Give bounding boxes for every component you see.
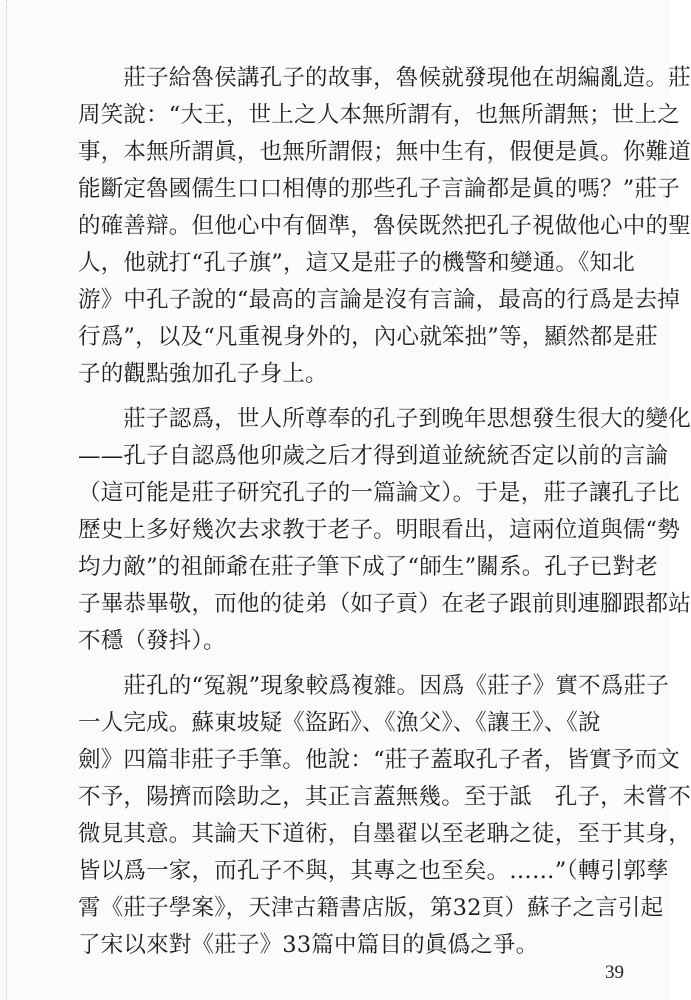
text-line: 事，本無所謂眞，也無所謂假；無中生有，假便是眞。你難道 bbox=[78, 139, 691, 165]
text-line: 人，他就打“孔子旗”，這又是莊子的機警和變通。《知北 bbox=[78, 250, 635, 276]
text-line: 微見其意。其論天下道術，自墨翟以至老聃之徒，至于其身， bbox=[78, 821, 691, 847]
text-line: 的確善辯。但他心中有個準，魯侯既然把孔子視做他心中的聖 bbox=[78, 213, 691, 239]
text-line: 劍》四篇非莊子手筆。他說：“莊子蓋取孔子者，皆實予而文 bbox=[78, 747, 680, 773]
text-line: 了宋以來對《莊子》33篇中篇目的眞僞之爭。 bbox=[78, 932, 539, 958]
text-line: 均力敵”的祖師爺在莊子筆下成了“師生”關系。孔子已對老 bbox=[78, 554, 658, 580]
text-line: （這可能是莊子研究孔子的一篇論文）。于是，莊子讓孔子比 bbox=[78, 480, 680, 506]
text-line: 歷史上多好幾次去求教于老子。明眼看出，這兩位道與儒“勢 bbox=[78, 517, 680, 543]
paragraph-3 bbox=[78, 668, 691, 964]
text-line: 能斷定魯國儒生口口相傳的那些孔子言論都是眞的嗎？”莊子 bbox=[78, 176, 680, 202]
text-line: 子的觀點強加孔子身上。 bbox=[78, 361, 328, 387]
text-line: 子畢恭畢敬，而他的徒弟（如子貢）在老子跟前則連腳跟都站 bbox=[78, 591, 691, 617]
text-line: 不穩（發抖）。 bbox=[78, 628, 226, 654]
text-line: 莊孔的“冤親”現象較爲複雜。因爲《莊子》實不爲莊子 bbox=[78, 673, 669, 699]
page-number: 39 bbox=[605, 962, 624, 983]
text-line: 皆以爲一家，而孔子不與，其專之也至矣。……”（轉引郭孳 bbox=[78, 858, 669, 884]
text-line: 不予，陽擠而陰助之，其正言蓋無幾。至于詆 孔子，未嘗不 bbox=[78, 784, 691, 810]
text-line: 霄《莊子學案》，天津古籍書店版，第32頁）蘇子之言引起 bbox=[78, 895, 664, 921]
text-line: 莊子給魯侯講孔子的故事，魯候就發現他在胡編亂造。莊 bbox=[78, 65, 691, 91]
text-line: 行爲”，以及“凡重視身外的，內心就笨拙”等，顯然都是莊 bbox=[78, 324, 658, 350]
paragraph-1 bbox=[78, 60, 691, 393]
text-line: 周笑說：“大王，世上之人本無所謂有，也無所謂無；世上之 bbox=[78, 102, 680, 128]
text-line: 一人完成。蘇東坡疑《盜跖》、《漁父》、《讓王》、《說 bbox=[78, 710, 601, 736]
text-line: 游》中孔子說的“最高的言論是沒有言論，最高的行爲是去掉 bbox=[78, 287, 680, 313]
binding-edge bbox=[6, 0, 8, 1000]
text-line: 莊子認爲，世人所尊奉的孔子到晚年思想發生很大的變化 bbox=[78, 406, 691, 432]
paragraph-2 bbox=[78, 401, 691, 660]
body-text bbox=[78, 60, 691, 972]
text-line: ——孔子自認爲他卯歲之后才得到道並統統否定以前的言論 bbox=[78, 443, 669, 469]
